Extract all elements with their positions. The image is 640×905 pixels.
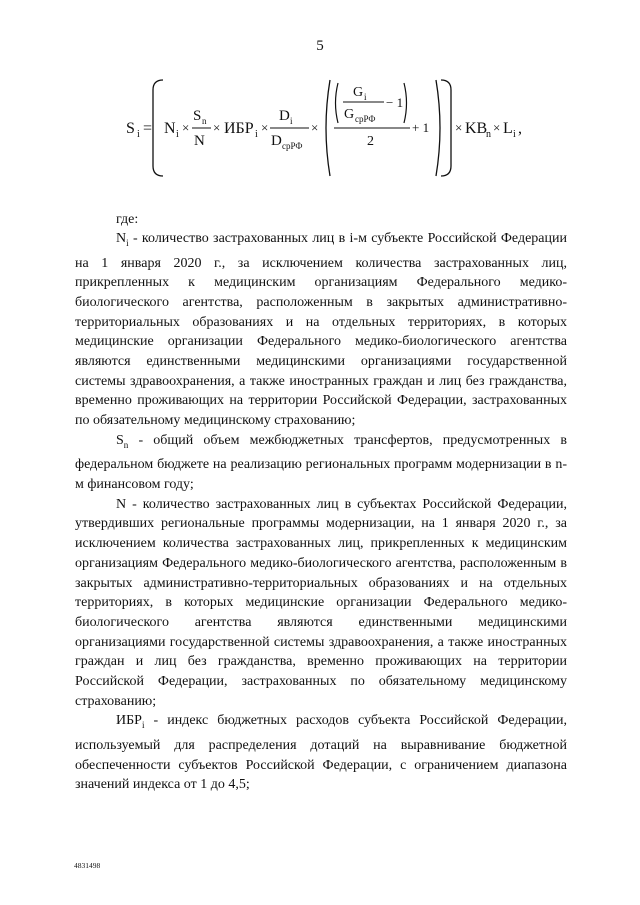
definition-symbol-sub: n	[123, 439, 129, 450]
formula-two: 2	[367, 134, 374, 149]
page-number: 5	[316, 38, 324, 54]
allocation-formula	[0, 78, 640, 178]
formula-times-6: ×	[493, 120, 501, 135]
outer-left-bracket	[153, 80, 163, 176]
formula-l-sub: i	[513, 129, 516, 140]
formula-d-den-sub: срРФ	[282, 141, 303, 151]
definition-ni	[75, 229, 567, 431]
formula-g-num: G	[353, 85, 364, 100]
definition-sn	[75, 431, 567, 495]
formula-kv-sub: n	[486, 129, 491, 140]
formula-equals: =	[143, 120, 153, 137]
definitions-list	[75, 229, 567, 795]
inner-right-paren	[436, 80, 440, 176]
inner-left-paren	[326, 80, 330, 176]
formula-n: N	[164, 120, 176, 137]
definition-text: - количество застрахованных лиц в i-м субъекте Российской Федерации на 1 января 2020 г., за исключением количества застрахованных лиц, прикрепленных к медицинским организациям Федерального медико-биологического агентства, расположенным в закрытых административно-территориальных образованиях и на отдельных территориях, в которых медицинские организации Федерального медико-биологического агентства являются единственными медицинскими организациями государственной системы здравоохранения, а также иностранных граждан и лиц без гражданства, временно проживающих на территории Российской Федерации, застрахованных по обязательному медицинскому страхованию;	[75, 231, 567, 429]
formula-g-num-sub: i	[364, 92, 367, 102]
definition-symbol: N	[116, 231, 127, 246]
formula-s-num: S	[193, 108, 202, 124]
formula-d-num: D	[279, 108, 290, 124]
formula-times-1: ×	[182, 120, 190, 135]
definition-symbol: ИБР	[116, 713, 142, 729]
formula-times-2: ×	[213, 120, 221, 135]
formula-plus-one: + 1	[412, 120, 430, 135]
formula-times-5: ×	[455, 120, 463, 135]
definition-symbol: N	[116, 496, 127, 512]
formula-g-den: G	[344, 107, 355, 122]
formula-g-den-sub: срРФ	[355, 114, 376, 124]
definition-text: - индекс бюджетных расходов субъекта Российской Федерации, используемый для распределения дотаций на выравнивание бюджетной обеспеченности субъектов Российской Федерации, с ограничением диапазона значений индекса от 1 до 4,5;	[75, 713, 567, 793]
formula-times-4: ×	[311, 120, 319, 135]
formula-l: L	[503, 120, 513, 137]
num-left-paren	[336, 83, 339, 123]
definition-n	[75, 495, 567, 712]
definition-ibr	[75, 711, 567, 795]
formula-n-sub: i	[176, 129, 179, 140]
formula-svg	[0, 78, 640, 178]
num-right-paren	[404, 83, 407, 123]
where-label: где:	[116, 212, 139, 227]
formula-s-num-sub: n	[202, 116, 207, 126]
formula-s-den: N	[194, 133, 205, 149]
formula-lhs-sub: i	[137, 129, 140, 140]
definition-symbol-sub: i	[126, 237, 129, 248]
formula-ibr: ИБР	[224, 120, 254, 137]
outer-right-bracket	[441, 80, 451, 176]
formula-lhs: S	[126, 120, 135, 137]
document-code: 4831498	[74, 861, 101, 870]
definition-text: - количество застрахованных лиц в субъектах Российской Федерации, утвердивших региональные программы модернизации, на 1 января 2020 г., за исключением количества застрахованных лиц, прикрепленных к медицинским организациям Федерального медико-биологического агентства, расположенным в закрытых административно-территориальных образованиях и на отдельных территориях, в которых медицинские организации Федерального медико-биологического агентства являются единственными медицинскими организациями государственной системы здравоохранения, а также иностранных граждан и лиц без гражданства, временно проживающих на территории Российской Федерации, застрахованных по обязательному медицинскому страхованию;	[75, 496, 567, 709]
formula-comma: ,	[518, 120, 522, 137]
definition-symbol: S	[116, 432, 124, 448]
definition-symbol-sub: i	[141, 720, 145, 731]
formula-ibr-sub: i	[255, 129, 258, 140]
formula-times-3: ×	[261, 120, 269, 135]
formula-d-num-sub: i	[290, 116, 293, 126]
formula-kv: KB	[465, 120, 488, 137]
definition-text: - общий объем межбюджетных трансфертов, предусмотренных в федеральном бюджете на реализацию региональных программ модернизации в n-м финансовом году;	[75, 432, 567, 493]
formula-d-den: D	[271, 133, 282, 149]
formula-minus-one: − 1	[386, 95, 404, 110]
